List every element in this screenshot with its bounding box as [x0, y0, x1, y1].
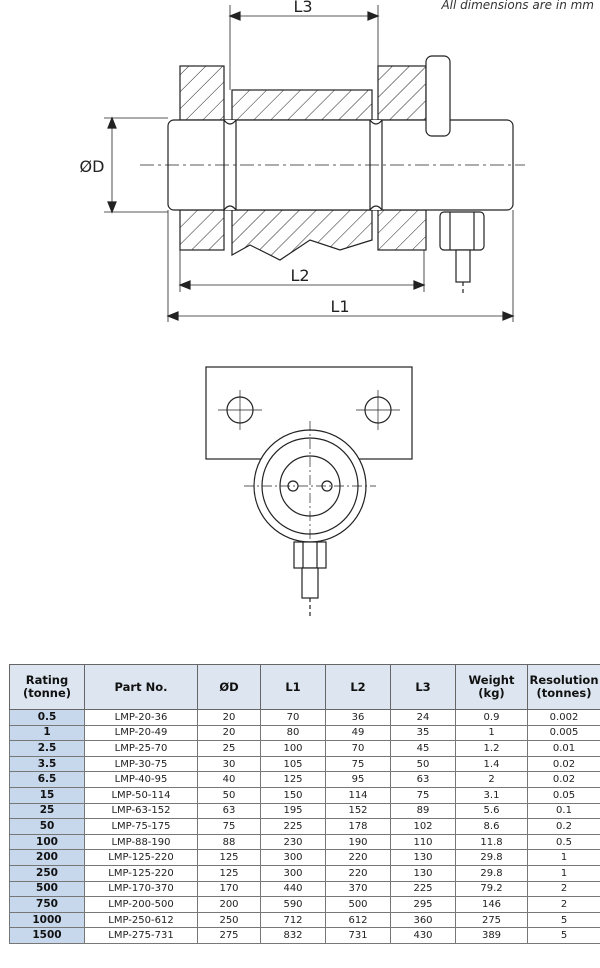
cell-l1: 712 [261, 912, 326, 928]
centre-block-bottom [232, 210, 372, 260]
end-connector [294, 542, 326, 568]
cell-resolution: 1 [528, 865, 600, 881]
specification-table [9, 664, 600, 944]
cell-l1: 832 [261, 928, 326, 944]
cell-part-no: LMP-250-612 [85, 912, 198, 928]
cell-rating: 750 [10, 897, 85, 913]
cell-weight: 0.9 [456, 710, 528, 726]
header-weight: Weight (kg) [456, 665, 528, 710]
cell-l2: 220 [326, 865, 391, 881]
cell-part-no: LMP-30-75 [85, 756, 198, 772]
table-row [10, 756, 600, 772]
cell-part-no: LMP-20-36 [85, 710, 198, 726]
table-row [10, 710, 600, 726]
cell-l1: 150 [261, 787, 326, 803]
cell-l1: 300 [261, 850, 326, 866]
cell-l1: 125 [261, 772, 326, 788]
cell-l2: 178 [326, 819, 391, 835]
cell-rating: 50 [10, 819, 85, 835]
d-label: ØD [79, 157, 105, 176]
l3-arrow-right [368, 12, 378, 20]
cell-rating: 500 [10, 881, 85, 897]
cell-l1: 100 [261, 741, 326, 757]
cell-rating: 0.5 [10, 710, 85, 726]
cell-diameter: 25 [198, 741, 261, 757]
cell-l3: 35 [391, 725, 456, 741]
cell-part-no: LMP-75-175 [85, 819, 198, 835]
cell-l3: 24 [391, 710, 456, 726]
cell-rating: 250 [10, 865, 85, 881]
table-row [10, 850, 600, 866]
cell-l2: 70 [326, 741, 391, 757]
cell-diameter: 50 [198, 787, 261, 803]
table-row [10, 881, 600, 897]
table-row [10, 772, 600, 788]
cell-l3: 130 [391, 865, 456, 881]
dimensions-note: All dimensions are in mm [441, 0, 594, 12]
table-header-row [10, 665, 600, 710]
cell-resolution: 0.5 [528, 834, 600, 850]
table-row [10, 834, 600, 850]
cell-resolution: 0.1 [528, 803, 600, 819]
cell-diameter: 88 [198, 834, 261, 850]
cell-diameter: 250 [198, 912, 261, 928]
header-l3: L3 [391, 665, 456, 710]
table-row [10, 803, 600, 819]
cell-l1: 440 [261, 881, 326, 897]
connector-nut [440, 212, 484, 250]
cell-l3: 430 [391, 928, 456, 944]
cell-weight: 146 [456, 897, 528, 913]
cell-l2: 220 [326, 850, 391, 866]
cell-l2: 190 [326, 834, 391, 850]
cell-l3: 225 [391, 881, 456, 897]
right-housing-bottom [378, 210, 426, 250]
cell-part-no: LMP-50-114 [85, 787, 198, 803]
cell-part-no: LMP-125-220 [85, 865, 198, 881]
cell-diameter: 170 [198, 881, 261, 897]
table-row [10, 725, 600, 741]
cell-part-no: LMP-63-152 [85, 803, 198, 819]
table-row [10, 819, 600, 835]
right-housing-top [378, 66, 426, 120]
table-row [10, 897, 600, 913]
cell-rating: 1500 [10, 928, 85, 944]
cell-weight: 1.2 [456, 741, 528, 757]
cell-part-no: LMP-275-731 [85, 928, 198, 944]
left-housing-top [180, 66, 224, 120]
cell-part-no: LMP-125-220 [85, 850, 198, 866]
cell-resolution: 2 [528, 881, 600, 897]
cell-l1: 225 [261, 819, 326, 835]
cell-l3: 102 [391, 819, 456, 835]
cell-part-no: LMP-20-49 [85, 725, 198, 741]
cell-rating: 6.5 [10, 772, 85, 788]
centre-block-top [232, 90, 372, 120]
header-part-no: Part No. [85, 665, 198, 710]
cell-part-no: LMP-25-70 [85, 741, 198, 757]
cell-l3: 360 [391, 912, 456, 928]
cell-l2: 612 [326, 912, 391, 928]
cell-resolution: 0.05 [528, 787, 600, 803]
cell-l2: 75 [326, 756, 391, 772]
cell-weight: 2 [456, 772, 528, 788]
cell-l3: 110 [391, 834, 456, 850]
cell-rating: 15 [10, 787, 85, 803]
cell-resolution: 0.02 [528, 772, 600, 788]
cell-rating: 3.5 [10, 756, 85, 772]
cell-rating: 200 [10, 850, 85, 866]
header-resolution: Resolution (tonnes) [528, 665, 600, 710]
left-housing-bottom [180, 210, 224, 250]
cell-part-no: LMP-170-370 [85, 881, 198, 897]
cell-part-no: LMP-40-95 [85, 772, 198, 788]
cell-resolution: 1 [528, 850, 600, 866]
end-view-drawing [0, 355, 600, 625]
cell-part-no: LMP-88-190 [85, 834, 198, 850]
cell-diameter: 125 [198, 865, 261, 881]
cell-resolution: 0.01 [528, 741, 600, 757]
cell-weight: 275 [456, 912, 528, 928]
cell-l1: 300 [261, 865, 326, 881]
cell-weight: 79.2 [456, 881, 528, 897]
cell-diameter: 40 [198, 772, 261, 788]
cell-l3: 130 [391, 850, 456, 866]
cell-weight: 8.6 [456, 819, 528, 835]
cell-l3: 75 [391, 787, 456, 803]
cell-weight: 389 [456, 928, 528, 944]
cell-l2: 49 [326, 725, 391, 741]
cell-weight: 29.8 [456, 850, 528, 866]
cell-rating: 1000 [10, 912, 85, 928]
header-rating: Rating (tonne) [10, 665, 85, 710]
cell-l1: 195 [261, 803, 326, 819]
cell-diameter: 20 [198, 710, 261, 726]
table-row [10, 928, 600, 944]
header-l1: L1 [261, 665, 326, 710]
cell-l1: 70 [261, 710, 326, 726]
end-cable [302, 568, 318, 598]
cell-rating: 100 [10, 834, 85, 850]
cable [456, 250, 470, 282]
cell-resolution: 0.005 [528, 725, 600, 741]
cell-resolution: 5 [528, 912, 600, 928]
cell-l2: 95 [326, 772, 391, 788]
table-row [10, 912, 600, 928]
cell-weight: 11.8 [456, 834, 528, 850]
l3-arrow-left [230, 12, 240, 20]
table-row [10, 865, 600, 881]
cell-resolution: 0.2 [528, 819, 600, 835]
cell-l3: 63 [391, 772, 456, 788]
cell-weight: 3.1 [456, 787, 528, 803]
header-diameter: ØD [198, 665, 261, 710]
l3-label: L3 [293, 0, 313, 16]
side-view-drawing [0, 0, 600, 340]
cell-rating: 1 [10, 725, 85, 741]
cell-diameter: 30 [198, 756, 261, 772]
cell-l3: 89 [391, 803, 456, 819]
cell-weight: 1.4 [456, 756, 528, 772]
cell-l2: 36 [326, 710, 391, 726]
cell-part-no: LMP-200-500 [85, 897, 198, 913]
cell-diameter: 63 [198, 803, 261, 819]
cell-resolution: 0.02 [528, 756, 600, 772]
cell-resolution: 0.002 [528, 710, 600, 726]
cell-l1: 105 [261, 756, 326, 772]
cell-l2: 731 [326, 928, 391, 944]
table-row [10, 741, 600, 757]
locking-plate [426, 56, 450, 136]
cell-resolution: 5 [528, 928, 600, 944]
cell-l1: 590 [261, 897, 326, 913]
cell-l2: 152 [326, 803, 391, 819]
cell-diameter: 275 [198, 928, 261, 944]
cell-weight: 1 [456, 725, 528, 741]
cell-rating: 2.5 [10, 741, 85, 757]
cell-diameter: 200 [198, 897, 261, 913]
cell-weight: 29.8 [456, 865, 528, 881]
cell-l2: 370 [326, 881, 391, 897]
l2-label: L2 [290, 266, 310, 285]
cell-l3: 295 [391, 897, 456, 913]
cell-l3: 50 [391, 756, 456, 772]
cell-rating: 25 [10, 803, 85, 819]
table-row [10, 787, 600, 803]
cell-l1: 230 [261, 834, 326, 850]
cell-weight: 5.6 [456, 803, 528, 819]
cell-resolution: 2 [528, 897, 600, 913]
cell-diameter: 20 [198, 725, 261, 741]
cell-l2: 500 [326, 897, 391, 913]
cell-l1: 80 [261, 725, 326, 741]
header-l2: L2 [326, 665, 391, 710]
cell-l2: 114 [326, 787, 391, 803]
l1-label: L1 [330, 297, 350, 316]
cell-diameter: 125 [198, 850, 261, 866]
cell-diameter: 75 [198, 819, 261, 835]
cell-l3: 45 [391, 741, 456, 757]
